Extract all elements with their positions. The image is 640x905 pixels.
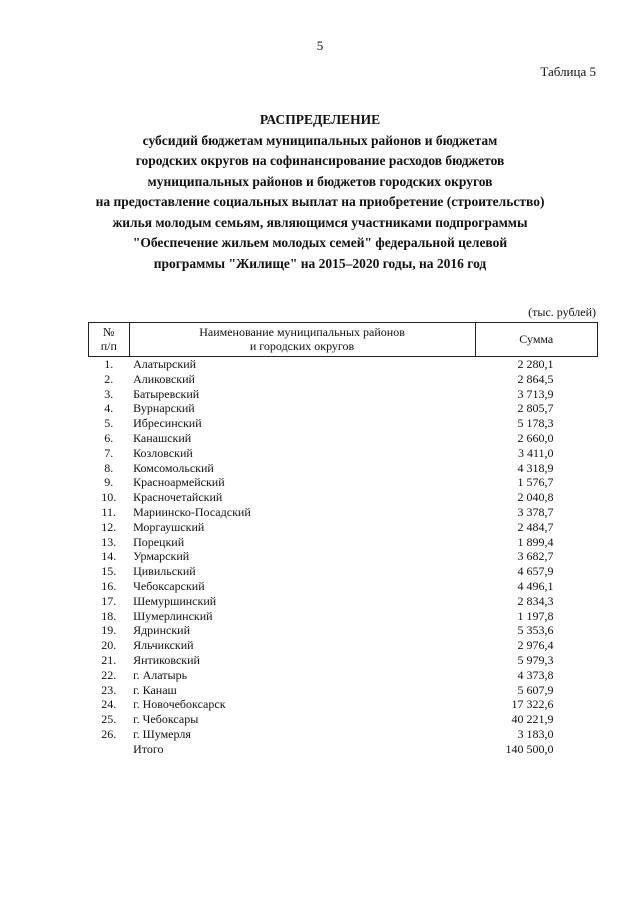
header-name-line2: и городских округов xyxy=(249,339,355,353)
total-sum: 140 500,0 xyxy=(505,741,554,756)
row-number: 1. xyxy=(104,357,114,371)
header-number xyxy=(89,323,130,357)
row-sum: 1 899,4 xyxy=(517,534,554,549)
row-sum: 5 178,3 xyxy=(517,416,554,431)
row-district-name: Шемуршинский xyxy=(133,593,217,608)
row-district-name: г. Чебоксары xyxy=(133,712,199,727)
row-sum: 2 040,8 xyxy=(517,490,554,505)
row-sum: 3 713,9 xyxy=(517,386,554,401)
title-line: программы "Жилище" на 2015–2020 годы, на 2016 год xyxy=(153,255,487,271)
row-number: 2. xyxy=(104,371,114,386)
header-name-line1: Наименование муниципальных районов xyxy=(199,325,405,339)
table-row xyxy=(89,683,598,698)
row-number: 13. xyxy=(101,534,117,549)
row-sum: 17 322,6 xyxy=(511,697,554,712)
row-district-name: г. Канаш xyxy=(133,682,177,697)
header-name xyxy=(129,323,475,357)
row-number: 12. xyxy=(101,519,117,534)
row-sum: 1 576,7 xyxy=(517,475,554,490)
row-district-name: Мариинско-Посадский xyxy=(133,504,251,519)
row-sum: 4 496,1 xyxy=(517,578,554,593)
row-district-name: Чебоксарский xyxy=(133,578,205,593)
row-sum: 2 660,0 xyxy=(517,430,554,445)
row-sum: 40 221,9 xyxy=(511,712,554,727)
table-row xyxy=(89,727,598,742)
row-sum: 1 197,8 xyxy=(517,608,554,623)
title-line: жилья молодым семьям, являющимся участниками подпрограммы xyxy=(112,214,528,230)
row-number: 3. xyxy=(104,386,114,401)
row-district-name: Алатырский xyxy=(133,357,197,371)
row-sum: 4 657,9 xyxy=(517,564,554,579)
row-sum: 2 834,3 xyxy=(517,593,554,608)
row-district-name: г. Алатырь xyxy=(133,667,188,682)
header-number-line1: № xyxy=(103,325,115,339)
row-number: 10. xyxy=(101,490,117,505)
row-number: 21. xyxy=(101,652,117,667)
row-number: 24. xyxy=(101,697,117,712)
row-sum: 2 805,7 xyxy=(517,401,554,416)
row-number: 16. xyxy=(101,578,117,593)
table-body xyxy=(89,357,598,757)
table-row xyxy=(89,579,598,594)
row-number: 8. xyxy=(104,460,114,475)
page-number: 5 xyxy=(316,38,324,53)
table-row xyxy=(89,431,598,446)
table-row xyxy=(89,609,598,624)
table-row xyxy=(89,520,598,535)
row-number: 18. xyxy=(101,608,117,623)
row-number: 25. xyxy=(101,712,117,727)
title-line: на предоставление социальных выплат на приобретение (строительство) xyxy=(95,194,545,209)
row-district-name: Урмарский xyxy=(133,549,190,564)
table-row xyxy=(89,668,598,683)
row-sum: 4 318,9 xyxy=(517,460,554,475)
row-sum: 2 864,5 xyxy=(517,371,554,386)
row-district-name: Цивильский xyxy=(133,564,196,579)
subsidy-table xyxy=(88,322,598,757)
row-district-name: Аликовский xyxy=(133,371,195,386)
title-line: городских округов на софинансирование расходов бюджетов xyxy=(135,153,505,168)
table-row xyxy=(89,372,598,387)
table-row xyxy=(89,475,598,490)
row-number: 17. xyxy=(101,593,117,608)
table-row xyxy=(89,564,598,579)
table-row xyxy=(89,401,598,416)
row-district-name: Красночетайский xyxy=(133,490,223,505)
total-label: Итого xyxy=(133,741,164,756)
table-row xyxy=(89,461,598,476)
row-number: 5. xyxy=(104,416,114,431)
row-sum: 5 353,6 xyxy=(517,623,554,638)
row-district-name: Ядринский xyxy=(133,623,191,638)
row-sum: 3 378,7 xyxy=(517,504,554,519)
row-sum: 3 411,0 xyxy=(517,445,554,460)
row-district-name: Козловский xyxy=(133,445,193,460)
row-number: 15. xyxy=(101,564,117,579)
title-heading: РАСПРЕДЕЛЕНИЕ xyxy=(259,112,381,127)
row-number: 4. xyxy=(104,401,114,416)
row-number: 26. xyxy=(101,726,117,741)
table-header-row xyxy=(89,323,598,357)
row-number: 19. xyxy=(101,623,117,638)
title-line: "Обеспечение жильем молодых семей" федеральной целевой xyxy=(132,235,508,250)
row-sum: 3 183,0 xyxy=(517,726,554,741)
row-sum: 3 682,7 xyxy=(517,549,554,564)
table-label: Таблица 5 xyxy=(540,64,596,79)
row-sum: 5 979,3 xyxy=(517,652,554,667)
table-row xyxy=(89,549,598,564)
table-row xyxy=(89,416,598,431)
row-sum: 2 280,1 xyxy=(517,357,554,371)
row-district-name: Янтиковский xyxy=(133,652,200,667)
table-row xyxy=(89,387,598,402)
row-district-name: Красноармейский xyxy=(133,475,225,490)
row-sum: 2 484,7 xyxy=(517,519,554,534)
table-row xyxy=(89,638,598,653)
table-row xyxy=(89,594,598,609)
row-sum: 2 976,4 xyxy=(517,638,554,653)
total-number-cell xyxy=(89,742,130,757)
row-district-name: Порецкий xyxy=(133,534,185,549)
title-line: субсидий бюджетам муниципальных районов и бюджетам xyxy=(142,132,498,148)
row-district-name: г. Новочебоксарск xyxy=(133,697,226,712)
table-row xyxy=(89,535,598,550)
row-sum: 5 607,9 xyxy=(517,682,554,697)
title-line: муниципальных районов и бюджетов городских округов xyxy=(147,173,493,189)
row-district-name: Вурнарский xyxy=(133,401,195,416)
row-number: 22. xyxy=(101,667,117,682)
row-number: 7. xyxy=(104,445,114,460)
row-number: 6. xyxy=(104,430,114,445)
table-row xyxy=(89,697,598,712)
document-title xyxy=(70,110,570,274)
row-district-name: г. Шумерля xyxy=(133,726,191,741)
table-row xyxy=(89,446,598,461)
row-sum: 4 373,8 xyxy=(517,667,554,682)
table-row xyxy=(89,712,598,727)
row-district-name: Яльчикский xyxy=(133,638,194,653)
row-number: 23. xyxy=(101,682,117,697)
row-district-name: Ибресинский xyxy=(133,416,202,431)
row-number: 11. xyxy=(101,504,117,519)
units-label: (тыс. рублей) xyxy=(528,305,596,319)
header-number-line2: п/п xyxy=(100,339,117,353)
table-row xyxy=(89,623,598,638)
row-number: 9. xyxy=(104,475,114,490)
row-district-name: Батыревский xyxy=(133,386,200,401)
row-district-name: Шумерлинский xyxy=(133,608,213,623)
row-district-name: Канашский xyxy=(133,430,192,445)
total-row xyxy=(89,742,598,757)
row-number: 14. xyxy=(101,549,117,564)
row-district-name: Моргаушский xyxy=(133,519,205,534)
row-district-name: Комсомольский xyxy=(133,460,214,475)
table-row xyxy=(89,505,598,520)
row-number: 20. xyxy=(101,638,117,653)
table-row xyxy=(89,653,598,668)
table-row xyxy=(89,357,598,372)
table-row xyxy=(89,490,598,505)
header-sum: Сумма xyxy=(475,323,597,357)
